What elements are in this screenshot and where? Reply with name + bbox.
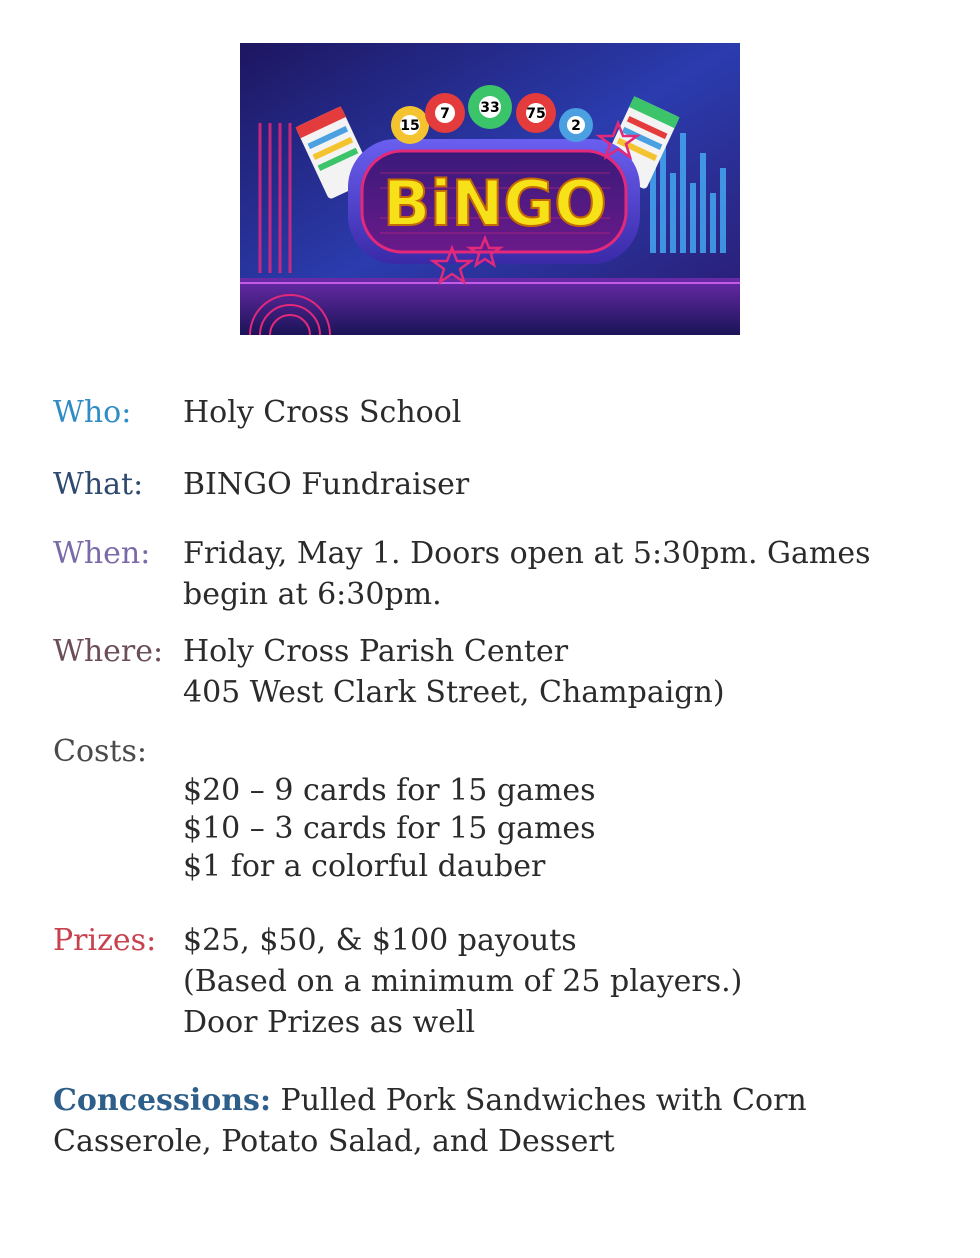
cost-item: $20 – 9 cards for 15 games <box>183 773 596 808</box>
ball-number: 75 <box>526 106 546 122</box>
who-value: Holy Cross School <box>183 395 462 430</box>
cost-item: $10 – 3 cards for 15 games <box>183 811 596 846</box>
prizes-list <box>183 920 742 1043</box>
ball-number: 15 <box>400 118 420 134</box>
when-line-1: Friday, May 1. Doors open at 5:30pm. Games <box>183 536 871 571</box>
what-value: BINGO Fundraiser <box>183 467 470 502</box>
concessions-value: Pulled Pork Sandwiches with Corn Casserole, Potato Salad, and Dessert <box>53 1083 807 1159</box>
when-line-2: begin at 6:30pm. <box>183 577 442 612</box>
when-value <box>183 533 870 615</box>
when-label: When: <box>53 536 151 571</box>
costs-list <box>183 772 596 886</box>
where-label: Where: <box>53 634 164 669</box>
ball-number: 33 <box>480 100 500 116</box>
where-value <box>183 631 725 713</box>
what-label: What: <box>53 467 144 502</box>
prize-item: Door Prizes as well <box>183 1005 476 1040</box>
ball-number: 7 <box>440 106 450 122</box>
cost-item: $1 for a colorful dauber <box>183 849 546 884</box>
concessions-label: Concessions: <box>53 1083 272 1118</box>
prize-item: $25, $50, & $100 payouts <box>183 923 577 958</box>
prize-item: (Based on a minimum of 25 players.) <box>183 964 743 999</box>
ball-number: 2 <box>571 118 581 134</box>
banner-title: BiNGO <box>383 167 607 240</box>
prizes-label: Prizes: <box>53 923 157 958</box>
bingo-banner-image <box>240 43 740 335</box>
who-label: Who: <box>53 395 132 430</box>
where-line-2: 405 West Clark Street, Champaign) <box>183 675 725 710</box>
where-line-1: Holy Cross Parish Center <box>183 634 569 669</box>
concessions <box>53 1080 933 1162</box>
costs-label: Costs: <box>53 734 147 769</box>
